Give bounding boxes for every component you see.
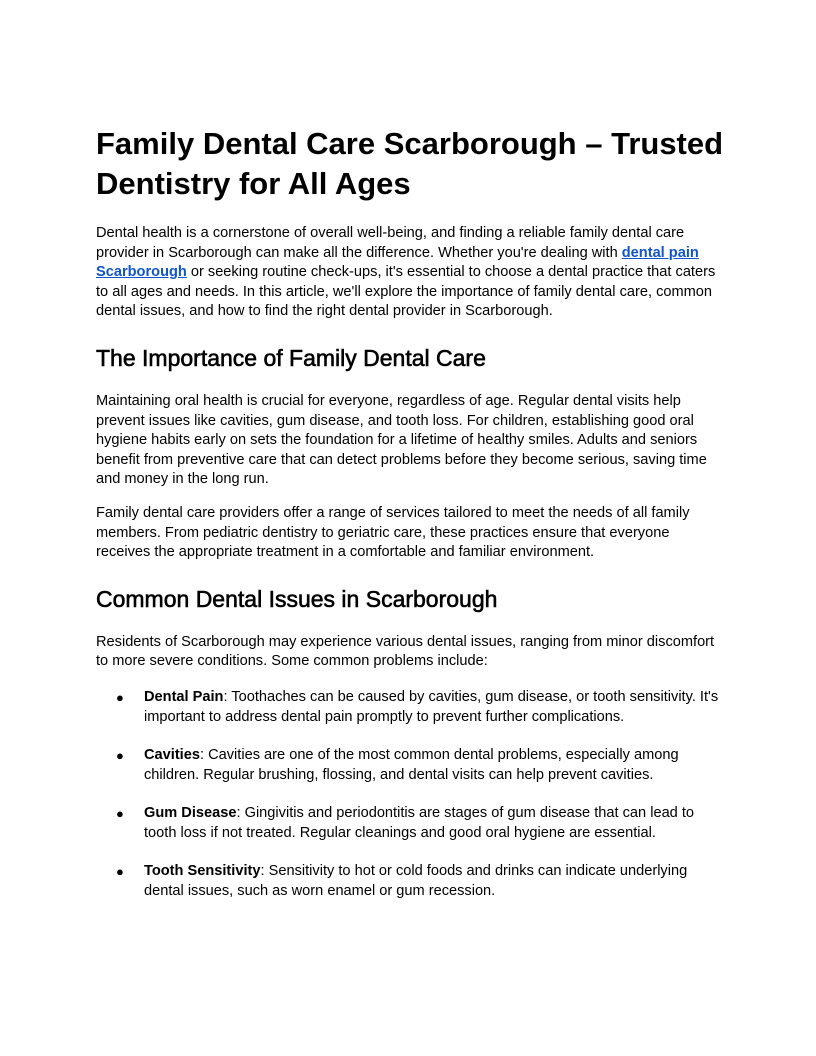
bullet-icon: ●	[116, 806, 124, 822]
list-item-text: : Sensitivity to hot or cold foods and drinks can indicate underlying dental issues, such as worn enamel or gum recession.	[144, 863, 688, 900]
section-heading-common-issues: Common Dental Issues in Scarborough	[96, 585, 498, 612]
intro-text-before-link: Dental health is a cornerstone of overall well-being, and finding a reliable family dental care provider in Scarborough can make all the difference. Whether you're dealing with	[96, 225, 685, 261]
intro-paragraph	[96, 224, 724, 322]
list-item-text: : Gingivitis and periodontitis are stages of gum disease that can lead to tooth loss if not treated. Regular cleanings and good oral hygiene are essential.	[144, 805, 695, 841]
list-item-term: Cavities	[144, 747, 200, 764]
common-issues-intro-paragraph: Residents of Scarborough may experience various dental issues, ranging from minor discomfort to more severe conditions. Some common problems include:	[96, 633, 715, 670]
dental-pain-scarborough-link[interactable]: dental pain Scarborough	[96, 244, 699, 281]
importance-paragraph-2: Family dental care providers offer a range of services tailored to meet the needs of all family members. From pediatric dentistry to geriatric care, these practices ensure that everyone receives the appropriate treatment in a comfortable and familiar environment.	[96, 504, 690, 561]
list-item-text: : Cavities are one of the most common dental problems, especially among children. Regular brushing, flossing, and dental visits can help prevent cavities.	[144, 747, 679, 783]
section-heading-importance: The Importance of Family Dental Care	[96, 344, 486, 371]
document-page	[96, 124, 724, 921]
list-item-gum-disease	[96, 804, 724, 843]
bullet-icon: ●	[116, 748, 124, 764]
article-title: Family Dental Care Scarborough – Trusted Dentistry for All Ages	[96, 126, 724, 201]
list-item-dental-pain	[96, 688, 724, 727]
dental-issues-list	[96, 688, 724, 902]
bullet-icon: ●	[116, 864, 124, 880]
list-item-tooth-sensitivity	[96, 862, 724, 901]
list-item-term: Dental Pain	[144, 688, 224, 705]
bullet-icon: ●	[116, 689, 124, 705]
list-item-term: Gum Disease	[144, 805, 237, 822]
list-item-text: : Toothaches can be caused by cavities, gum disease, or tooth sensitivity. It's important to address dental pain promptly to prevent further complications.	[144, 688, 719, 725]
list-item-cavities	[96, 746, 724, 785]
importance-paragraph-1: Maintaining oral health is crucial for everyone, regardless of age. Regular dental visits help prevent issues like cavities, gum disease, and tooth loss. For children, establishing good oral hygiene habits early on sets the foundation for a lifetime of healthy smiles. Adults and seniors benefit from preventive care that can detect problems before they become serious, saving time and money in the long run.	[96, 392, 707, 488]
list-item-term: Tooth Sensitivity	[144, 863, 261, 880]
intro-text-after-link: or seeking routine check-ups, it's essential to choose a dental practice that caters to all ages and needs. In this article, we'll explore the importance of family dental care, common dental issues, and how to find the right dental provider in Scarborough.	[96, 264, 716, 320]
